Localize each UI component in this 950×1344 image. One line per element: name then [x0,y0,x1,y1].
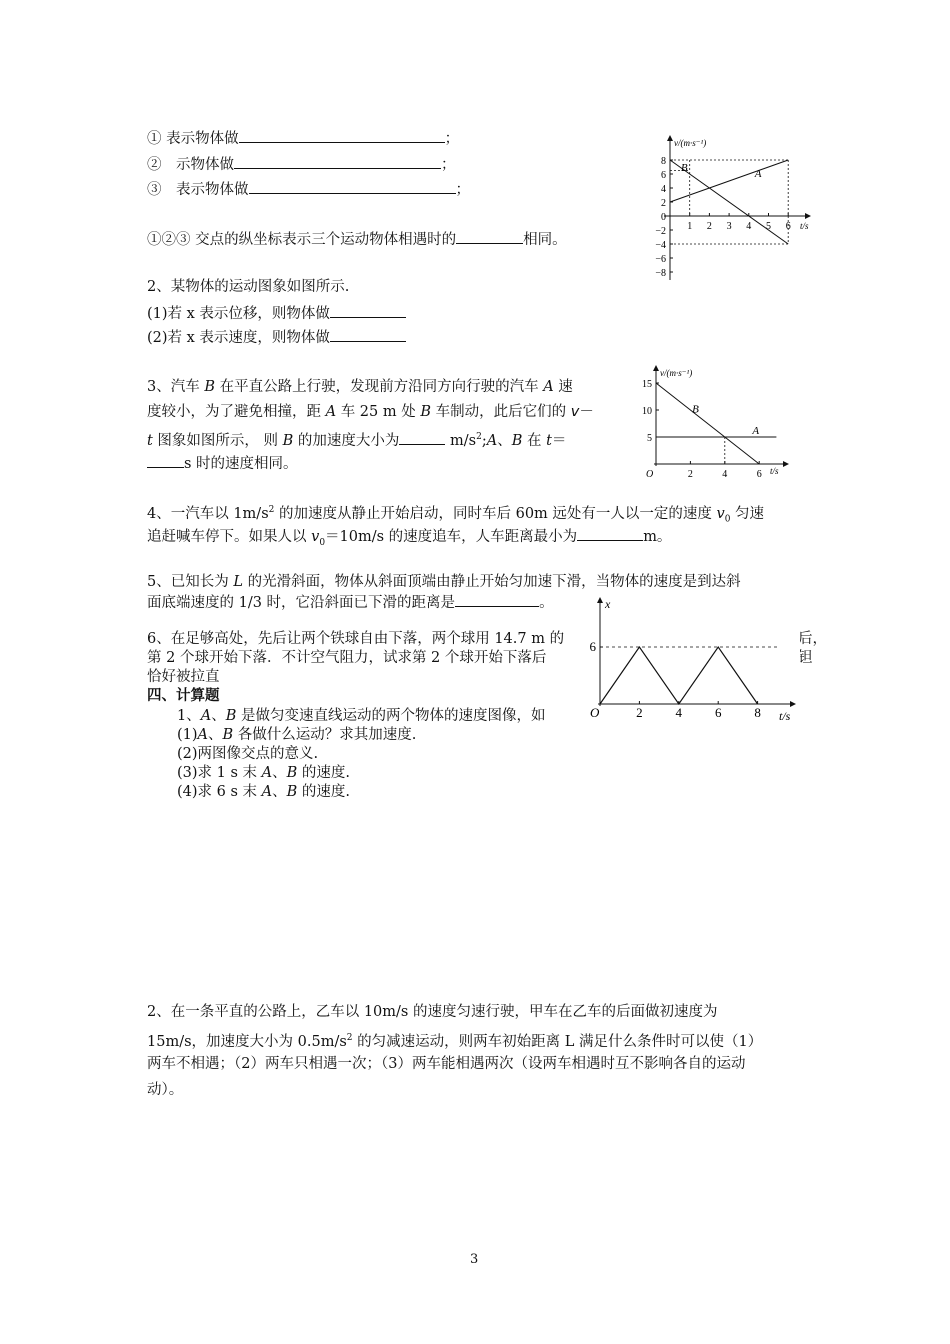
var: B [420,404,431,420]
text: ③ 表示物体做 [147,182,249,198]
q2-p1 [147,302,406,324]
text: ； [441,157,456,173]
var: v [311,529,320,545]
text: 3、汽车 [147,379,205,395]
text: (2)若 x 表示速度，则物体做 [147,330,330,346]
section-heading: 四、计算题 [147,687,220,704]
text: 在平直公路上行驶，发现前方沿同方向行驶的汽车 [215,379,544,395]
x-tick-label: 6 [756,469,762,480]
x-tick-label: 1 [687,221,693,232]
var: A [197,727,209,743]
y-tick-label: 4 [661,184,666,195]
q6-line1: 6、在足够高处，先后让两个铁球自由下落，两个球用 14.7 m 的 [147,631,565,647]
y-tick-label: −2 [655,226,666,237]
text: ; [481,432,487,449]
var: L [233,574,243,590]
var: B [286,784,298,800]
origin-label: O [646,469,654,480]
text: ； [455,182,470,198]
y-axis-label: v/(m·s⁻¹) [660,368,693,378]
calc1-p2: (2)两图像交点的意义. [177,746,319,762]
x-tick-label: 2 [706,221,712,232]
text: 图象如图所示， 则 [152,432,283,449]
y-tick-label: −4 [655,240,666,251]
var: A [325,404,337,420]
y-tick-label: 8 [661,156,666,167]
text: ①②③ 交点的纵坐标表示三个运动物体相遇时的 [147,232,457,248]
text: 的匀减速运动，则两车初始距离 L 满足什么条件时可以使（1） [352,1033,763,1050]
xt-chart [585,596,800,726]
var: A [261,784,273,800]
var: B [204,379,215,395]
x-tick-label: 8 [754,705,761,720]
text: (4)求 6 s 末 [177,784,262,800]
var: B [282,432,294,449]
answer-blank[interactable] [330,302,406,318]
text: 。 [539,595,554,611]
text: 速 [553,379,573,395]
q5-line2 [147,591,554,613]
series-label-A: A [754,167,762,180]
text: ； [444,131,460,147]
x-tick-label: 6 [714,705,722,720]
y-tick-label: 2 [661,198,666,209]
line-3 [147,178,470,200]
y-axis-label: x [605,597,611,611]
text: 、 [497,432,512,449]
text: 车 25 m 处 [336,404,421,420]
answer-blank[interactable] [234,153,441,169]
text: 15m/s，加速度大小为 0.5m/s [147,1033,347,1050]
var: A [200,708,212,724]
calc1-line1 [177,706,545,726]
calc2-line4: 动）。 [147,1082,184,1098]
text: 0 [724,514,731,525]
calc2-line2 [147,1028,762,1052]
text: 的加速度大小为 [293,432,400,449]
series-line-x [600,647,758,704]
text: 的加速度从静止开始启动，同时车后 60m 远处有一人以一定的速度 [274,505,717,522]
text: 1、 [177,708,201,724]
y-tick-label: 10 [642,406,652,417]
var: A [543,379,554,395]
text: 2 [476,432,482,442]
text: 的光滑斜面，物体从斜面顶端由静止开始匀加速下滑，当物体的速度是到达斜 [242,574,741,590]
q3-line4 [147,452,298,474]
text: m。 [643,529,672,545]
origin-label: O [590,705,600,720]
text: 相同。 [523,232,567,248]
x-tick-label: 4 [675,705,683,720]
calc2-line1: 2、在一条平直的公路上，乙车以 10m/s 的速度匀速行驶，甲车在乙车的后面做初速度为 [147,1004,718,1020]
var: t [147,432,153,449]
answer-blank[interactable] [330,326,406,342]
var: B [222,727,234,743]
var: t [546,432,552,449]
y-axis-label: v/(m·s⁻¹) [674,138,707,148]
answer-blank[interactable] [455,591,539,607]
x-axis-label: t/s [800,221,809,231]
page-number: 3 [470,1252,479,1267]
y-tick-label: −8 [655,268,666,279]
line-1 [147,127,459,149]
x-tick-label: 3 [726,221,732,232]
x-tick-label: 2 [687,469,693,480]
series-line-B [656,383,759,464]
var: B [511,432,523,449]
y-tick-label: 6 [589,639,596,654]
var: v [716,505,725,522]
text: s 时的速度相同。 [184,456,298,472]
text: 是做匀变速直线运动的两个物体的速度图像，如 [236,708,546,724]
answer-blank[interactable] [399,429,445,445]
text: 、 [208,727,223,743]
series-label-A: A [752,424,760,437]
text: (1)若 x 表示位移，则物体做 [147,306,330,322]
q3-line3 [147,427,566,451]
x-tick-label: 4 [722,469,728,480]
q6-line2: 第 2 个球开始下落．不计空气阻力，试求第 2 个球开始下落后 [147,650,547,666]
text: 各做什么运动？求其加速度. [233,727,417,743]
text: 2 [346,1033,353,1043]
line-2 [147,153,456,175]
text: 的速度. [297,765,351,781]
line-4 [147,228,567,250]
text: ② 示物体做 [147,157,234,173]
y-tick-label: 5 [647,433,652,444]
x-tick-label: 4 [746,221,752,232]
x-axis-label: t/s [770,466,779,476]
calc1-p3 [177,763,350,783]
calc1-p4 [177,782,350,802]
y-tick-label: −6 [655,254,666,265]
text: 5、已知长为 [147,574,234,590]
text: 0 [319,537,326,548]
calc1-p1 [177,725,416,745]
q5-line1 [147,572,741,592]
text: 面底端速度的 1/3 时，它沿斜面已下滑的距离是 [147,595,456,611]
series-line-A [670,160,788,202]
text: 在 [522,432,547,449]
text: (3)求 1 s 末 [177,765,262,781]
answer-blank[interactable] [249,178,456,194]
vt-chart-1 [638,130,818,285]
text: ＝10m/s 的速度追车，人车距离最小为 [325,529,578,545]
series-label-B: B [680,162,688,175]
text: 、 [211,708,226,724]
x-axis-label: t/s [779,709,791,723]
text: 的速度. [297,784,351,800]
y-tick-label: 15 [642,379,652,390]
q3-line2: 度较小，为了避免相撞，距 A 车 25 m 处 B 车制动，此后它们的 v－ [147,404,594,420]
x-tick-label: 2 [636,705,643,720]
text: (1) [177,727,198,743]
var: B [225,708,237,724]
text: 追赶喊车停下。如果人以 [147,529,312,545]
vt-chart-2 [640,364,795,482]
q4-line2 [147,525,671,553]
q6-line1-tail: 后， [798,631,827,647]
text: 4、一汽车以 1m/s [147,505,269,522]
text: ① 表示物体做 [147,131,239,147]
var: B [286,765,298,781]
text: m/s [445,432,477,449]
text: 2 [268,505,275,515]
series-label-B: B [692,403,699,416]
q2-title: 2、某物体的运动图象如图所示. [147,279,350,295]
answer-blank[interactable] [239,127,445,143]
answer-blank[interactable] [577,525,643,541]
y-tick-label: 6 [661,170,666,181]
var: v [570,404,580,420]
text: 、 [272,784,287,800]
y-tick-label: 0 [661,212,666,223]
text: 车制动，此后它们的 [431,404,571,420]
var: A [261,765,273,781]
q2-p2 [147,326,406,348]
text: 匀速 [730,505,765,522]
text: 度较小，为了避免相撞，距 [147,404,326,420]
x-tick-label: 5 [766,221,771,232]
calc2-line3: 两车不相遇；（2）两车只相遇一次；（3）两车能相遇两次（设两车相遇时互不影响各自的运动 [147,1056,746,1072]
x-tick-label: 6 [785,221,791,232]
var: A [486,432,498,449]
answer-blank[interactable] [456,228,523,244]
q6-line2-tail: 钽 [798,650,813,666]
text: 、 [272,765,287,781]
text: ＝ [551,432,567,449]
q3-line1 [147,377,573,397]
answer-blank[interactable] [147,452,184,468]
q6-line3: 恰好被拉直 [147,669,220,685]
